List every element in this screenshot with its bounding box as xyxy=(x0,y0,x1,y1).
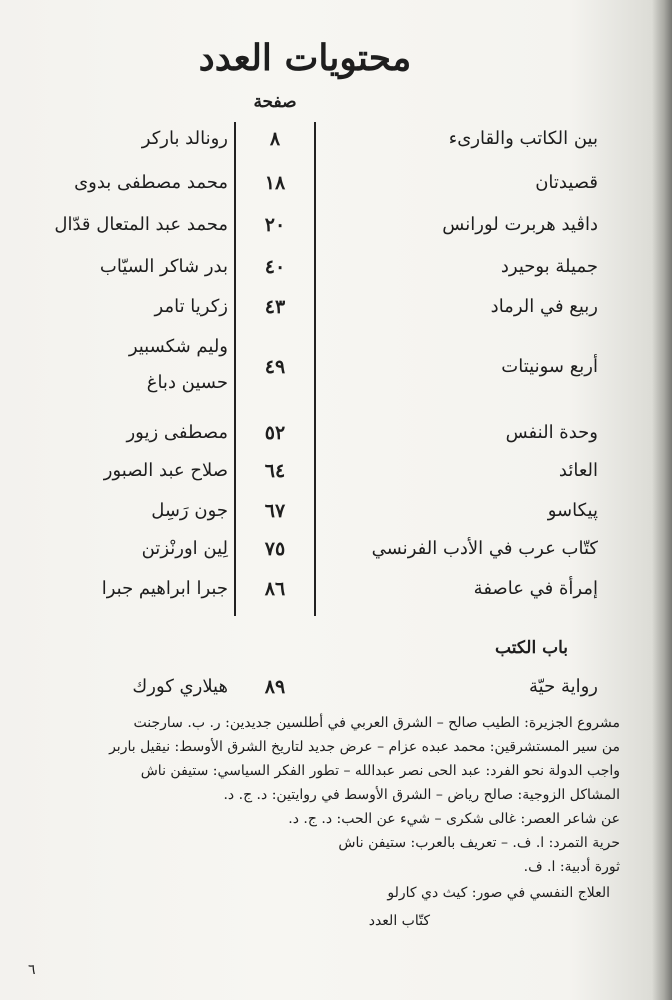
toc-entry-page: ٥٢ xyxy=(264,422,286,444)
toc-entry-author: صلاح عبد الصبور xyxy=(103,460,228,481)
toc-entry-title: پيكاسو xyxy=(547,500,598,521)
toc-entry-author: بدر شاكر السيّاب xyxy=(99,256,228,277)
toc-entry-title: داڤيد هربرت لورانس xyxy=(442,214,598,235)
toc-entry-author: زكريا تامر xyxy=(154,296,228,317)
books-entry-title: رواية حيّة xyxy=(529,676,598,697)
toc-entry-title: بين الكاتب والقارىء xyxy=(448,128,598,149)
toc-entry-title: كتّاب عرب في الأدب الفرنسي xyxy=(371,538,598,559)
page-title: محتويات العدد xyxy=(198,37,412,79)
toc-entry-author-second: حسين دباغ xyxy=(146,372,228,393)
toc-entry-page: ٤٩ xyxy=(264,356,286,378)
toc-entry-author: مصطفى زيور xyxy=(126,422,228,443)
books-section-heading: باب الكتب xyxy=(495,638,568,658)
contributors-line: كتّاب العدد xyxy=(368,913,430,929)
toc-entry-title: العائد xyxy=(558,460,598,481)
toc-entry-author: رونالد باركر xyxy=(141,128,228,149)
toc-entry-title: إمرأة في عاصفة xyxy=(473,578,598,599)
book-review-line: عن شاعر العصر: غالى شكرى – شيء عن الحب: د. ج. د. xyxy=(288,811,620,827)
toc-entry-title: ربيع في الرماد xyxy=(490,296,598,317)
toc-entry-page: ٦٤ xyxy=(264,460,286,482)
page-gutter-shadow xyxy=(652,0,672,1000)
toc-entry-author: جون رَسِل xyxy=(151,500,228,521)
book-review-line: من سير المستشرقين: محمد عبده عزام – عرض جديد لتاريخ الشرق الأوسط: نيقيل باربر xyxy=(109,739,620,755)
toc-entry-page: ٨ xyxy=(269,128,281,150)
book-review-line: ثورة أدبية: ا. ف. xyxy=(523,859,620,875)
toc-entry-author: محمد مصطفى بدوى xyxy=(74,172,228,193)
toc-entry-title: جميلة بوحيرد xyxy=(500,256,598,277)
book-review-line: حرية التمرد: ا. ف. – تعريف بالعرب: ستيفن ناش xyxy=(338,835,620,851)
toc-entry-page: ٤٣ xyxy=(264,296,286,318)
toc-entry-page: ٧٥ xyxy=(264,538,286,560)
book-review-line: العلاج النفسي في صور: كيث دي كارلو xyxy=(387,885,610,901)
toc-entry-author: جبرا ابراهيم جبرا xyxy=(101,578,228,599)
book-review-line: واجب الدولة نحو الفرد: عبد الحى نصر عبدالله – تطور الفكر السياسي: ستيفن ناش xyxy=(140,763,620,779)
toc-entry-author: محمد عبد المتعال قدّال xyxy=(54,214,228,235)
column-divider-right xyxy=(314,122,316,616)
toc-entry-title: قصيدتان xyxy=(535,172,598,193)
toc-entry-page: ٢٠ xyxy=(264,214,286,236)
book-review-line: مشروع الجزيرة: الطيب صالح – الشرق العربي في أطلسين جديدين: ر. ب. سارجنت xyxy=(133,715,620,731)
toc-entry-page: ٦٧ xyxy=(264,500,286,522)
book-review-line: المشاكل الزوجية: صالح رياض – الشرق الأوسط في روايتين: د. ج. د. xyxy=(223,787,620,803)
toc-entry-author: وليم شكسبير xyxy=(128,336,228,357)
toc-entry-page: ٨٦ xyxy=(264,578,286,600)
page-column-header: صفحة xyxy=(253,92,297,112)
books-entry-page: ٨٩ xyxy=(264,676,286,698)
books-entry-author: هيلاري كورك xyxy=(132,676,228,697)
toc-entry-title: أربع سونيتات xyxy=(501,356,598,377)
toc-entry-page: ١٨ xyxy=(264,172,286,194)
page-number: ٦ xyxy=(28,962,36,978)
toc-entry-author: لِين اورنْزتن xyxy=(141,538,228,559)
toc-entry-title: وحدة النفس xyxy=(505,422,598,443)
toc-entry-page: ٤٠ xyxy=(264,256,286,278)
